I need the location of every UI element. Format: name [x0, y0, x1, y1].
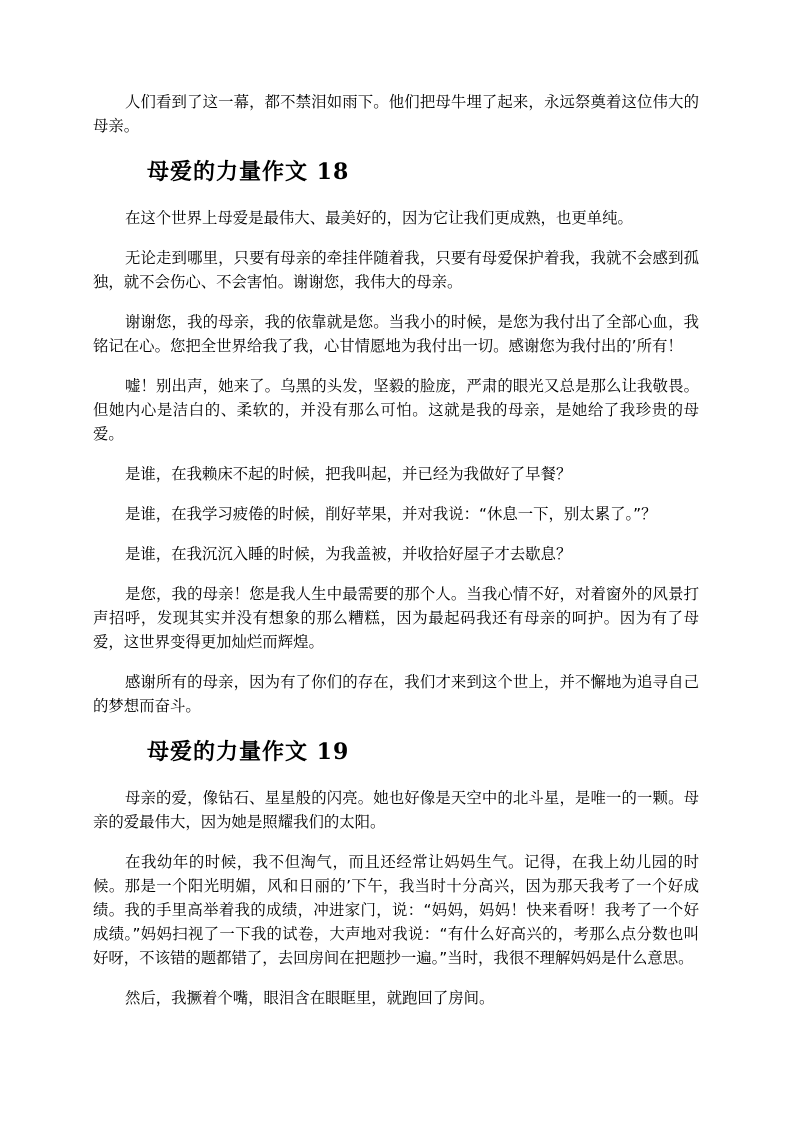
paragraph: 是您，我的母亲！您是我人生中最需要的那个人。当我心情不好，对着窗外的风景打声招呼，发现其实并没有想象的那么糟糕，因为最起码我还有母亲的呵护。因为有了母爱，这世界变得更加灿烂而辉煌。: [93, 585, 699, 651]
paragraph: 是谁，在我学习疲倦的时候，削好苹果，并对我说：“休息一下，别太累了。”？: [125, 505, 657, 523]
paragraph: 人们看到了这一幕，都不禁泪如雨下。他们把母牛埋了起来，永远祭奠着这位伟大的母亲。: [93, 93, 699, 135]
paragraph: 谢谢您，我的母亲，我的依靠就是您。当我小的时候，是您为我付出了全部心血，我铭记在心。您把全世界给我了我，心甘情愿地为我付出一切。感谢您为我付出的’所有！: [93, 313, 699, 355]
paragraph: 感谢所有的母亲，因为有了你们的存在，我们才来到这个世上，并不懈地为追寻自己的梦想而奋斗。: [93, 673, 699, 715]
paragraph: 在我幼年的时候，我不但淘气，而且还经常让妈妈生气。记得，在我上幼儿园的时候。那是一个阳光明媚，风和日丽的’下午，我当时十分高兴，因为那天我考了一个好成绩。我的手里高举着我的成绩，冲进家门，说：“妈妈，妈妈！快来看呀！我考了一个好成绩。”妈妈扫视了一下我的试卷，大声地对我说：“有什么好高兴的，考那么点分数也叫好呀，不该错的题都错了，去回房间在把题抄一遍。”当时，我很不理解妈妈是什么意思。: [93, 853, 699, 967]
paragraph: 然后，我撅着个嘴，眼泪含在眼眶里，就跑回了房间。: [125, 989, 495, 1007]
paragraph: 嘘！别出声，她来了。乌黑的头发，坚毅的脸庞，严肃的眼光又总是那么让我敬畏。但她内心是洁白的、柔软的，并没有那么可怕。这就是我的母亲，是她给了我珍贵的母爱。: [93, 377, 699, 443]
section-title-18: 母爱的力量作文 18: [147, 159, 350, 185]
section-title-19: 母爱的力量作文 19: [147, 739, 350, 765]
paragraph: 是谁，在我赖床不起的时候，把我叫起，并已经为我做好了早餐？: [125, 465, 572, 483]
paragraph: 是谁，在我沉沉入睡的时候，为我盖被，并收拾好屋子才去歇息？: [125, 545, 572, 563]
paragraph: 无论走到哪里，只要有母亲的牵挂伴随着我，只要有母爱保护着我，我就不会感到孤独，就不会伤心、不会害怕。谢谢您，我伟大的母亲。: [93, 249, 699, 291]
paragraph: 在这个世界上母爱是最伟大、最美好的，因为它让我们更成熟，也更单纯。: [125, 209, 633, 227]
document-page: [93, 90, 699, 1026]
paragraph: 母亲的爱，像钻石、星星般的闪亮。她也好像是天空中的北斗星，是唯一的一颗。母亲的爱最伟大，因为她是照耀我们的太阳。: [93, 789, 699, 831]
